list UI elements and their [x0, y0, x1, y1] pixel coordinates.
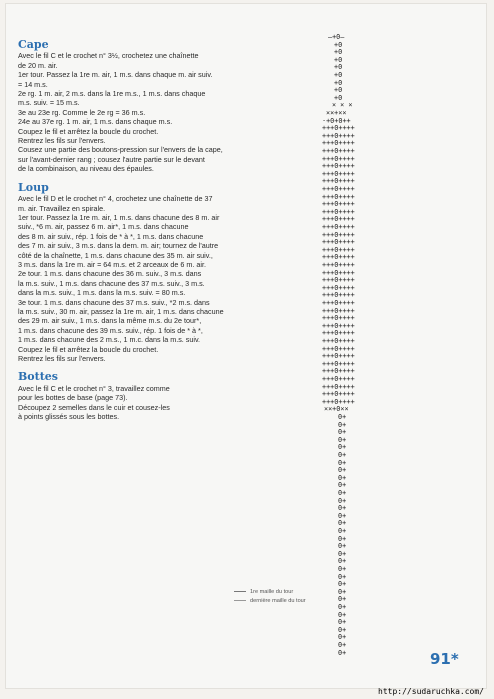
chart-row: +++0++++ [322, 261, 355, 269]
chart-row: +0 [334, 93, 343, 102]
text-line: Avec le fil C et le crochet n° 3½, crochetez une chaînette [18, 51, 199, 61]
text-line: de 20 m. air. [18, 60, 58, 70]
chart-row: +++0++++ [322, 177, 355, 186]
chart-row: 0+ [338, 435, 347, 444]
chart-row: 0+ [338, 603, 347, 611]
chart-row: +++0++++ [322, 314, 355, 323]
chart-row: 0+ [338, 618, 347, 627]
chart-row: 0+ [338, 641, 347, 649]
text-line: la m.s. suiv., 30 m. air, passez la 1re m. air, 1 m.s. dans chacune [18, 306, 224, 316]
text-line: 1er tour. Passez la 1re m. air, 1 m.s. dans chacune des 8 m. air [18, 212, 220, 222]
chart-row: 0+ [338, 580, 347, 589]
chart-row: 0+ [338, 489, 347, 497]
page-number: 91* [430, 650, 459, 668]
chart-row: +++0++++ [322, 276, 355, 285]
text-line: à points glissés sous les bottes. [18, 412, 120, 422]
section-text [18, 51, 236, 173]
chart-row: +0 [334, 71, 343, 79]
chart-row: 0+ [338, 534, 347, 543]
chart-row: 0+ [338, 466, 347, 475]
text-line: Avec le fil D et le crochet n° 4, crochetez une chaînette de 37 [18, 194, 213, 204]
chart-row: +0 [334, 86, 343, 95]
legend-item-first [234, 588, 306, 597]
chart-row: 0+ [338, 648, 347, 657]
section-bottes [18, 372, 236, 421]
text-line: 3e tour. 1 m.s. dans chacune des 37 m.s. suiv., *2 m.s. dans [18, 297, 210, 307]
text-line: Découpez 2 semelles dans le cuir et cousez-les [18, 402, 170, 412]
chart-row: +++0++++ [322, 238, 355, 247]
section-title: Bottes [18, 370, 58, 384]
text-line: des 8 m. air suiv., rép. 1 fois de * à *, 1 m.s. dans chacune [18, 231, 204, 241]
source-url: http://sudaruchka.com/ [378, 687, 484, 696]
chart-row: +++0++++ [322, 268, 355, 277]
text-line: des 7 m. air suiv., 3 m.s. dans la dern. m. air; tournez de l'autre [18, 241, 219, 251]
chart-row: 0+ [338, 413, 347, 421]
legend-label: dernière maille du tour [250, 598, 306, 604]
section-text [18, 384, 236, 422]
magazine-page [6, 4, 486, 688]
text-line: 24e au 37e rg. 1 m. air, 1 m.s. dans chaque m.s. [18, 117, 173, 127]
chart-row: +++0++++ [322, 207, 355, 216]
legend-label: 1re maille du tour [250, 589, 294, 595]
chart-row: +++0++++ [322, 154, 355, 163]
chart-row: +++0++++ [322, 367, 355, 376]
text-line: 2e rg. 1 m. air, 2 m.s. dans la 1re m.s., 1 m.s. dans chaque [18, 89, 206, 99]
text-line: Rentrez les fils sur l'envers. [18, 136, 106, 146]
chart-row: ××+0×× [324, 405, 349, 414]
chart-row: +++0++++ [322, 352, 355, 361]
text-line: dans la m.s. suiv., 1 m.s. dans la m.s. suiv. = 80 m.s. [18, 288, 186, 298]
chart-row: +++0++++ [322, 200, 355, 209]
chart-row: +0 [334, 40, 343, 49]
chart-row: +++0++++ [322, 223, 355, 231]
chart-row: +++0++++ [322, 283, 355, 292]
text-line: m.s. suiv. = 15 m.s. [18, 98, 80, 108]
text-line: = 14 m.s. [18, 79, 48, 89]
chart-row: 0+ [338, 557, 347, 566]
text-line: 2e tour. 1 m.s. dans chacune des 36 m. suiv., 3 m.s. dans [18, 269, 202, 279]
legend-item-last [234, 597, 306, 606]
text-line: pour les bottes de base (page 73). [18, 393, 128, 403]
legend-line-icon [234, 600, 246, 601]
text-line: suiv., *6 m. air, passez 6 m. air*, 1 m.s. dans chacune [18, 222, 189, 232]
chart-row: +++0++++ [322, 147, 355, 155]
text-line: Coupez le fil et arrêtez la boucle du crochet. [18, 344, 159, 354]
chart-row: +++0++++ [322, 375, 355, 383]
section-title: Loup [18, 180, 49, 194]
chart-row: 0+ [338, 458, 347, 467]
chart-row: +++0++++ [322, 253, 355, 262]
chart-row: +++0++++ [322, 329, 355, 338]
chart-row: +0 [334, 78, 343, 87]
text-line: la m.s. suiv., 1 m.s. dans chacune des 37 m.s. suiv., 3 m.s. [18, 278, 205, 288]
chart-row: 0+ [338, 420, 347, 429]
text-line: 1 m.s. dans chacune des 39 m.s. suiv., rép. 1 fois de * à *, [18, 325, 203, 335]
chart-row: +++0++++ [322, 162, 355, 171]
text-line: sur l'avant-dernier rang ; cousez l'autre partie sur le devant [18, 154, 205, 164]
chart-row: 0+ [338, 572, 347, 581]
chart-row: 0+ [338, 451, 347, 459]
text-line: Coupez le fil et arrêtez la boucle du crochet. [18, 126, 159, 136]
chart-row: +++0++++ [322, 390, 355, 399]
chart-row: 0+ [338, 542, 347, 551]
chart-row: × × × [332, 101, 353, 110]
text-line: 1 m.s. dans chacune des 2 m.s., 1 m.c. dans la m.s. suiv. [18, 335, 201, 345]
chart-row: 0+ [338, 511, 347, 520]
chart-row: ××+×× [326, 109, 347, 117]
chart-row: 0+ [338, 549, 347, 558]
chart-row: 0+ [338, 610, 347, 619]
chart-row: 0+ [338, 428, 347, 437]
chart-row: 0+ [338, 519, 347, 528]
crochet-chart [322, 34, 372, 664]
chart-row: +++0++++ [322, 185, 355, 193]
chart-row: 0+ [338, 473, 347, 482]
chart-row: 0+ [338, 496, 347, 505]
text-line: 3 m.s. dans la 1re m. air = 64 m.s. et 2 arceaux de 6 m. air. [18, 259, 206, 269]
text-line: Avec le fil C et le crochet n° 3, travaillez comme [18, 383, 170, 393]
chart-row: —+0— [328, 33, 345, 41]
chart-row: +++0++++ [322, 169, 355, 178]
chart-row: +++0++++ [322, 245, 355, 254]
chart-row: 0+ [338, 443, 347, 452]
section-title: Cape [18, 38, 49, 51]
section-cape [18, 40, 236, 174]
chart-row: +++0++++ [322, 306, 355, 315]
chart-row: +++0++++ [322, 230, 355, 239]
chart-row: +++0++++ [322, 131, 355, 140]
chart-row: 0+ [338, 633, 347, 642]
text-line: Cousez une partie des boutons-pression sur l'envers de la cape, [18, 145, 223, 155]
chart-row: +++0++++ [322, 321, 355, 330]
chart-row: 0+ [338, 595, 347, 604]
chart-row: ·+0+0++ [322, 116, 351, 125]
text-line: côté de la chaînette, 1 m.s. dans chacune des 35 m. air suiv., [18, 250, 213, 260]
chart-row: +++0++++ [322, 382, 355, 391]
chart-row: 0+ [338, 565, 347, 573]
legend-line-icon [234, 591, 246, 592]
chart-row: 0+ [338, 481, 347, 490]
text-line: m. air. Travaillez en spirale. [18, 203, 106, 213]
text-line: de la combinaison, au niveau des épaules. [18, 164, 154, 174]
text-line: Rentrez les fils sur l'envers. [18, 354, 106, 363]
chart-row: +0 [334, 55, 343, 64]
text-line: 1er tour. Passez la 1re m. air, 1 m.s. dans chaque m. air suiv. [18, 70, 213, 80]
chart-row: +++0++++ [322, 359, 355, 368]
chart-row: 0+ [338, 504, 347, 513]
chart-row: +++0++++ [322, 337, 355, 345]
section-loup [18, 180, 236, 364]
chart-legend [234, 588, 306, 606]
chart-row: +++0++++ [322, 139, 355, 148]
chart-row: +++0++++ [322, 291, 355, 300]
chart-row: 0+ [338, 625, 347, 634]
chart-row: +++0++++ [322, 299, 355, 307]
section-text [18, 194, 236, 363]
chart-row: +++0++++ [322, 215, 355, 224]
text-line: des 29 m. air suiv., 1 m.s. dans la même m.s. du 2e tour*, [18, 316, 202, 326]
instructions-column [18, 40, 236, 430]
chart-row: +++0++++ [322, 344, 355, 353]
chart-row: 0+ [338, 587, 347, 596]
chart-row: 0+ [338, 527, 347, 535]
chart-row: +0 [334, 63, 343, 72]
chart-row: +++0++++ [322, 397, 355, 406]
chart-row: +++0++++ [322, 192, 355, 201]
chart-row: +0 [334, 48, 343, 57]
chart-row: +++0++++ [322, 124, 355, 133]
text-line: 3e au 23e rg. Comme le 2e rg = 36 m.s. [18, 107, 146, 117]
